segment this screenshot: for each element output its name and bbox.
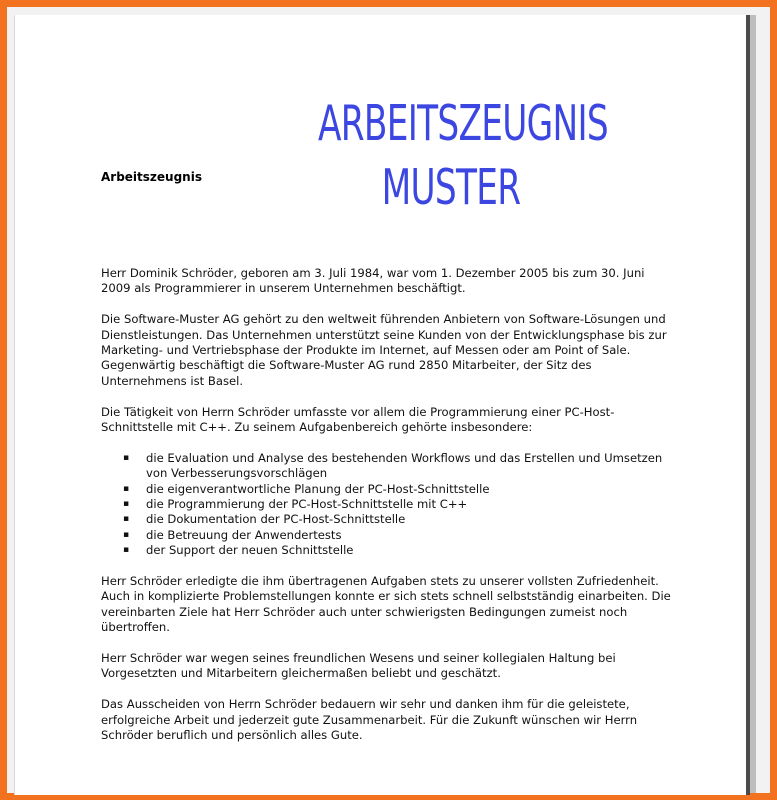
paragraph-employment: Herr Dominik Schröder, geboren am 3. Juli 1984, war vom 1. Dezember 2005 bis zum 30. Juni 2009 als Programmierer in unserem Unternehmen beschäftigt. [101, 266, 645, 296]
bullet-icon: ▪ [123, 452, 130, 463]
list-item-text: die eigenverantwortliche Planung der PC-Host-Schnittstelle [146, 481, 490, 496]
bullet-icon: ▪ [123, 514, 130, 525]
bullet-icon: ▪ [123, 499, 130, 510]
bullet-icon: ▪ [123, 529, 130, 540]
paragraph-company: Die Software-Muster AG gehört zu den weltweit führenden Anbietern von Software-Lösungen und Dienstleistungen. Das Unternehmen unterstützt seine Kunden von der Entwicklungsphase bis zur Marketing- und Vertriebsphase der Produkte im Internet, auf Messen oder am Point of Sale. Gegenwärtig beschäftigt die Software-Muster AG rund 2850 Mitarbeiter, der Sitz des Unternehmens ist Basel. [101, 312, 667, 388]
list-item [101, 528, 671, 543]
list-item [101, 543, 671, 558]
paragraph-activity: Die Tätigkeit von Herrn Schröder umfasste vor allem die Programmierung einer PC-Host-Schnittstelle mit C++. Zu seinem Aufgabenbereich gehörte insbesondere: [101, 404, 615, 435]
overlay-title-line-1: ARBEITSZEUGNIS [318, 95, 608, 152]
list-item-text: die Betreuung der Anwendertests [146, 527, 342, 542]
paragraph-conduct: Herr Schröder war wegen seines freundlichen Wesens und seiner kollegialen Haltung bei Vorgesetzten und Mitarbeitern gleichermaßen beliebt und geschätzt. [101, 651, 616, 681]
task-list [101, 451, 671, 559]
list-item [101, 497, 671, 512]
list-item [101, 451, 671, 482]
paragraph-performance: Herr Schröder erledigte die ihm übertragenen Aufgaben stets zu unserer vollsten Zufriedenheit. Auch in komplizierte Problemstellungen konnte er sich stets schnell selbstständig einarbeiten. Die vereinbarten Ziele hat Herr Schröder auch unter schwierigsten Bedingungen zumeist noch übertroffen. [101, 574, 671, 635]
page-shadow [750, 15, 756, 793]
list-item [101, 482, 671, 497]
list-item-text: die Programmierung der PC-Host-Schnittstelle mit C++ [146, 497, 468, 512]
list-item-text: der Support der neuen Schnittstelle [146, 543, 354, 558]
letter-body [101, 266, 671, 759]
document-heading: Arbeitszeugnis [101, 170, 202, 184]
list-item-text: die Evaluation und Analyse des bestehenden Workflows und das Erstellen und Umsetzen von Verbesserungsvorschlägen [146, 450, 663, 481]
list-item [101, 512, 671, 527]
bullet-icon: ▪ [123, 545, 130, 556]
paragraph-closing: Das Ausscheiden von Herrn Schröder bedauern wir sehr und danken ihm für die geleistete, erfolgreiche Arbeit und jederzeit gute Zusammenarbeit. Für die Zukunft wünschen wir Herrn Schröder beruflich und persönlich alles Gute. [101, 697, 638, 743]
bullet-icon: ▪ [123, 483, 130, 494]
overlay-title-line-2: MUSTER [381, 159, 521, 216]
overlay-title [318, 92, 608, 220]
list-item-text: die Dokumentation der PC-Host-Schnittstelle [146, 512, 406, 527]
